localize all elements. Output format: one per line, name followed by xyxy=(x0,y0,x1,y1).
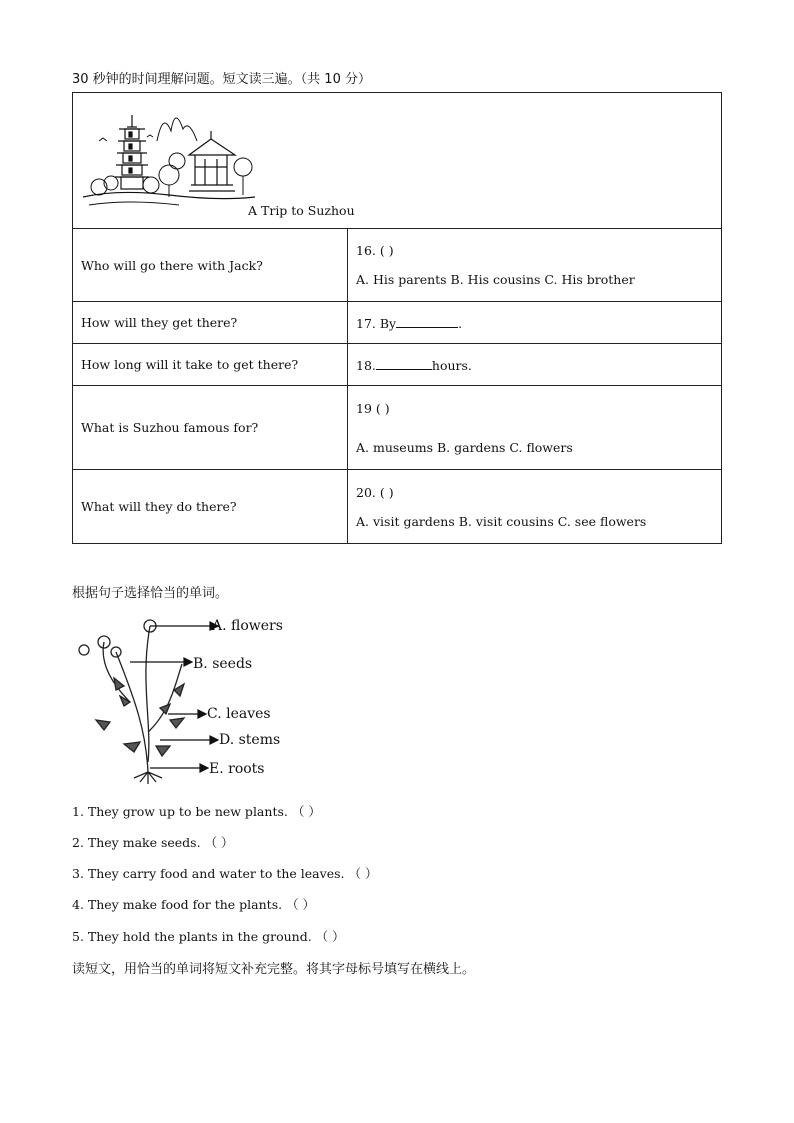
suzhou-illustration xyxy=(79,101,259,211)
table-row xyxy=(73,386,722,470)
section1-heading: 30 秒钟的时间理解问题。短文读三遍。（共 10 分） xyxy=(72,72,371,87)
tree-icon xyxy=(91,153,252,197)
item-text: 2. They make seeds. xyxy=(72,835,201,850)
question-text: What is Suzhou famous for? xyxy=(73,386,348,470)
suffix: hours. xyxy=(431,357,472,373)
image-caption: A Trip to Suzhou xyxy=(248,203,355,218)
question-number: 18. xyxy=(356,357,376,373)
item-text: 4. They make food for the plants. xyxy=(72,897,283,912)
answer-paren[interactable]: （ ） xyxy=(348,866,378,881)
table-row xyxy=(73,302,722,344)
question-text: What will they do there? xyxy=(73,470,348,544)
question-number: 20. ( ) xyxy=(356,484,394,500)
pagoda-icon xyxy=(115,115,149,189)
question-text: How will they get there? xyxy=(73,302,348,344)
list-item xyxy=(72,802,321,820)
item-text: 5. They hold the plants in the ground. xyxy=(72,929,312,944)
table-row xyxy=(73,470,722,544)
answer-cell xyxy=(348,470,722,544)
label-roots: E. roots xyxy=(209,761,265,777)
answer-options: A. museums B. gardens C. flowers xyxy=(356,439,573,455)
plant-illustration xyxy=(70,612,220,784)
answer-blank[interactable] xyxy=(396,315,458,328)
table-row xyxy=(73,229,722,302)
answer-blank[interactable] xyxy=(376,357,432,370)
list-item xyxy=(72,833,234,851)
label-stems: D. stems xyxy=(219,732,281,748)
item-text: 3. They carry food and water to the leaves. xyxy=(72,866,345,881)
answer-paren[interactable]: （ ） xyxy=(204,835,234,850)
suffix: . xyxy=(458,315,463,331)
list-item xyxy=(72,927,345,945)
image-cell xyxy=(73,93,722,229)
answer-cell xyxy=(348,386,722,470)
label-leaves: C. leaves xyxy=(207,706,271,722)
answer-paren[interactable]: （ ） xyxy=(291,804,321,819)
answer-options: A. His parents B. His cousins C. His brother xyxy=(356,272,635,287)
answer-paren[interactable]: （ ） xyxy=(315,929,345,944)
table-row xyxy=(73,344,722,386)
list-item xyxy=(72,895,315,913)
question-text: How long will it take to get there? xyxy=(73,344,348,386)
pavilion-icon xyxy=(189,131,235,191)
question-number: 17. By xyxy=(356,315,397,331)
label-seeds: B. seeds xyxy=(193,656,253,672)
answer-cell xyxy=(348,229,722,302)
question-text: Who will go there with Jack? xyxy=(73,229,348,302)
answer-options: A. visit gardens B. visit cousins C. see flowers xyxy=(356,513,647,529)
section2-heading: 根据句子选择恰当的单词。 xyxy=(72,586,229,601)
question-number: 19 ( ) xyxy=(356,400,390,416)
question-number: 16. ( ) xyxy=(356,243,394,258)
flower-icon xyxy=(79,620,156,657)
item-text: 1. They grow up to be new plants. xyxy=(72,804,288,819)
answer-paren[interactable]: （ ） xyxy=(286,897,316,912)
list-item xyxy=(72,864,377,882)
question-table xyxy=(72,92,722,544)
leaf-icon xyxy=(96,678,184,756)
label-flowers: A. flowers xyxy=(212,618,283,634)
answer-cell xyxy=(348,302,722,344)
section3-heading: 读短文，用恰当的单词将短文补充完整。将其字母标号填写在横线上。 xyxy=(72,962,476,977)
answer-cell xyxy=(348,344,722,386)
